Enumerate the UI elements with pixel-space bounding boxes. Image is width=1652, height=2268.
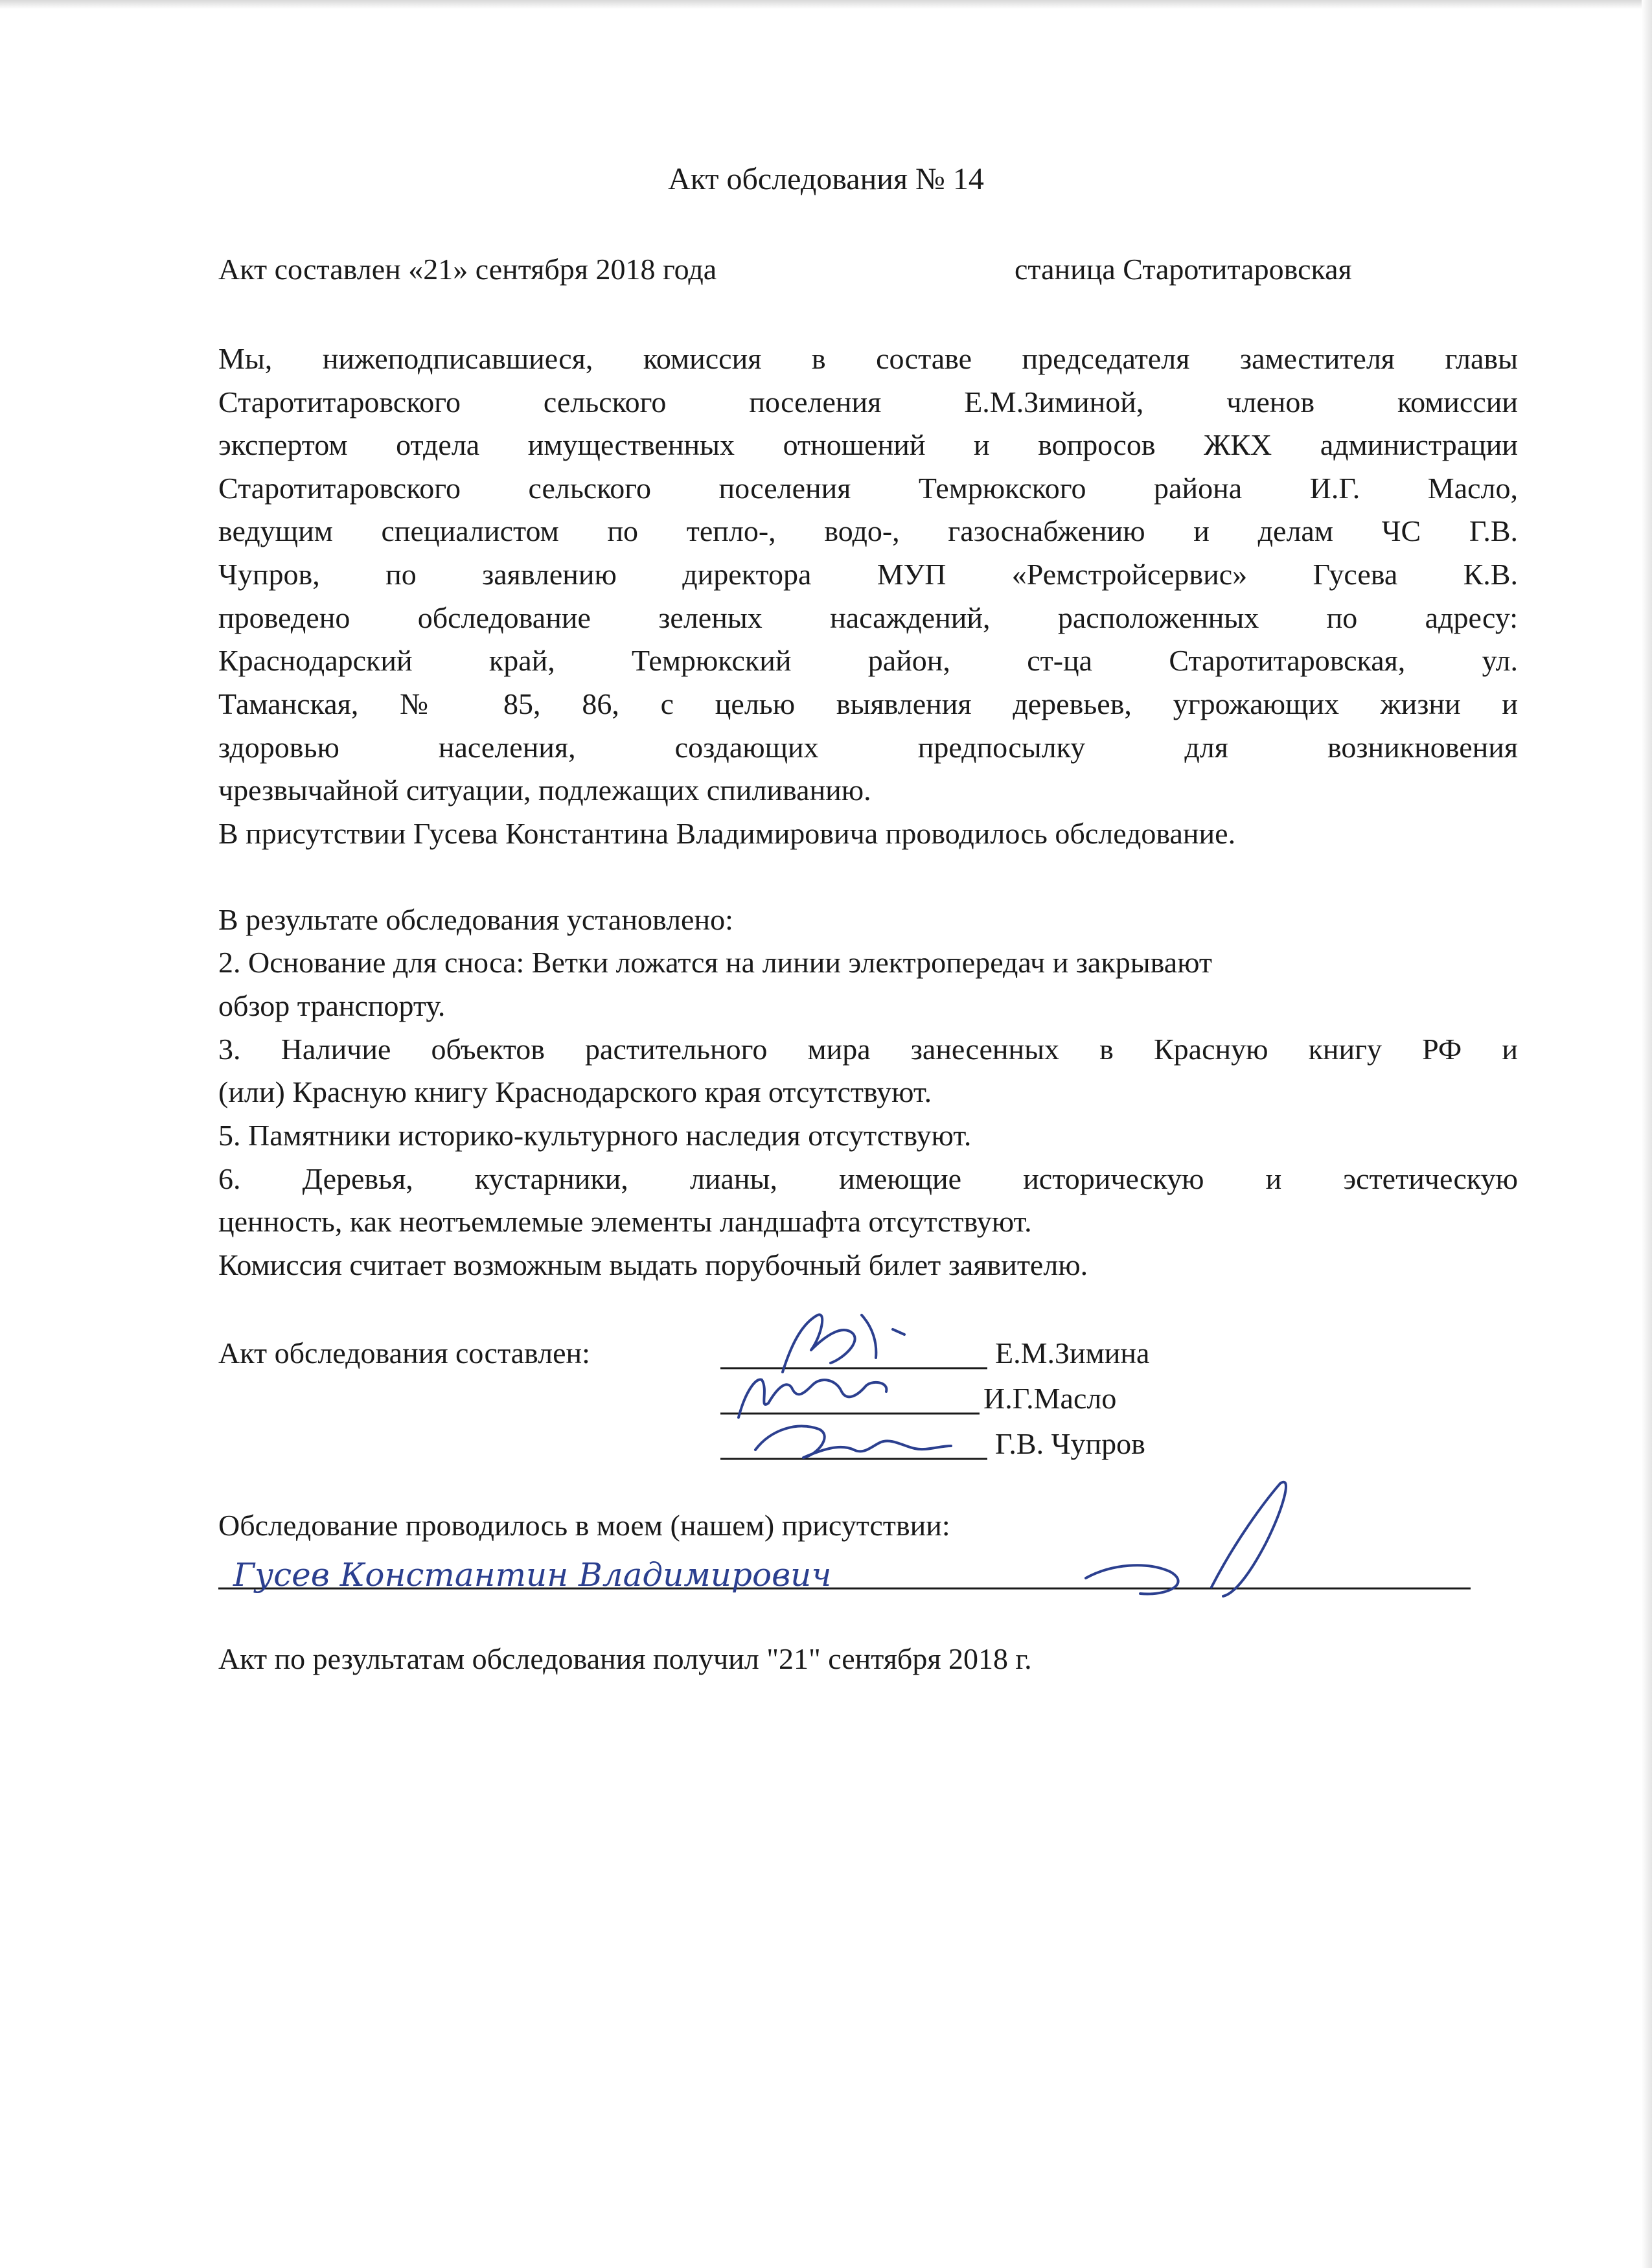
signer-name: Е.М.Зимина bbox=[995, 1336, 1150, 1369]
signature-chuprov bbox=[755, 1426, 951, 1458]
item-6-line: 6. Деревья, кустарники, лианы, имеющие историческую и эстетическую bbox=[218, 1162, 1518, 1195]
paragraph-line: Таманская, № 85, 86, с целью выявления деревьев, угрожающих жизни и bbox=[218, 687, 1518, 720]
presence-label: Обследование проводилось в моем (нашем) присутствии: bbox=[218, 1509, 950, 1542]
paragraph-line: Мы, нижеподписавшиеся, комиссия в составе председателя заместителя главы bbox=[218, 342, 1518, 375]
paragraph-line: чрезвычайной ситуации, подлежащих спиливанию. bbox=[218, 773, 871, 807]
paragraph-line: ведущим специалистом по тепло-, водо-, газоснабжению и делам ЧС Г.В. bbox=[218, 514, 1518, 547]
item-2-line: обзор транспорту. bbox=[218, 989, 446, 1022]
document-title: Акт обследования № 14 bbox=[668, 162, 984, 196]
paragraph-line: проведено обследование зеленых насаждений, расположенных по адресу: bbox=[218, 601, 1518, 634]
place: станица Старотитаровская bbox=[1015, 253, 1352, 286]
paragraph-line: Чупров, по заявлению директора МУП «Ремстройсервис» Гусева К.В. bbox=[218, 558, 1518, 591]
signer-name: И.Г.Масло bbox=[983, 1382, 1117, 1415]
item-3-line: 3. Наличие объектов растительного мира занесенных в Красную книгу РФ и bbox=[218, 1033, 1518, 1066]
conclusion: Комиссия считает возможным выдать порубочный билет заявителю. bbox=[218, 1248, 1088, 1281]
item-5: 5. Памятники историко-культурного наследия отсутствуют. bbox=[218, 1119, 972, 1152]
paragraph-line: Старотитаровского сельского поселения Е.М.Зиминой, членов комиссии bbox=[218, 385, 1518, 418]
item-6-line: ценность, как неотъемлемые элементы ландшафта отсутствуют. bbox=[218, 1205, 1032, 1238]
date-line: Акт составлен «21» сентября 2018 года bbox=[218, 253, 717, 286]
paragraph-line: Старотитаровского сельского поселения Темрюкского района И.Г. Масло, bbox=[218, 472, 1518, 505]
paragraph-line: Краснодарский край, Темрюкский район, ст-ца Старотитаровская, ул. bbox=[218, 644, 1518, 677]
presence-line: В присутствии Гусева Константина Владимировича проводилось обследование. bbox=[218, 817, 1236, 850]
signature-zimina bbox=[783, 1314, 904, 1372]
signature-maslo bbox=[739, 1380, 886, 1417]
item-2-line: 2. Основание для сноса: Ветки ложатся на линии электропередач и закрывают bbox=[218, 946, 1212, 979]
signature-gusev bbox=[1086, 1482, 1286, 1596]
signature-underlines bbox=[218, 1368, 1471, 1588]
received-line: Акт по результатам обследования получил "21" сентября 2018 г. bbox=[218, 1642, 1032, 1675]
result-heading: В результате обследования установлено: bbox=[218, 903, 733, 936]
paragraph-line: здоровью населения, создающих предпосылку для возникновения bbox=[218, 731, 1518, 764]
item-3-line: (или) Красную книгу Краснодарского края отсутствуют. bbox=[218, 1075, 932, 1108]
compiled-label: Акт обследования составлен: bbox=[218, 1336, 590, 1369]
paragraph-line: экспертом отдела имущественных отношений и вопросов ЖКХ администрации bbox=[218, 428, 1518, 461]
signer-name: Г.В. Чупров bbox=[995, 1427, 1145, 1460]
handwritten-name: Гусев Константин Владимирович bbox=[233, 1556, 832, 1594]
